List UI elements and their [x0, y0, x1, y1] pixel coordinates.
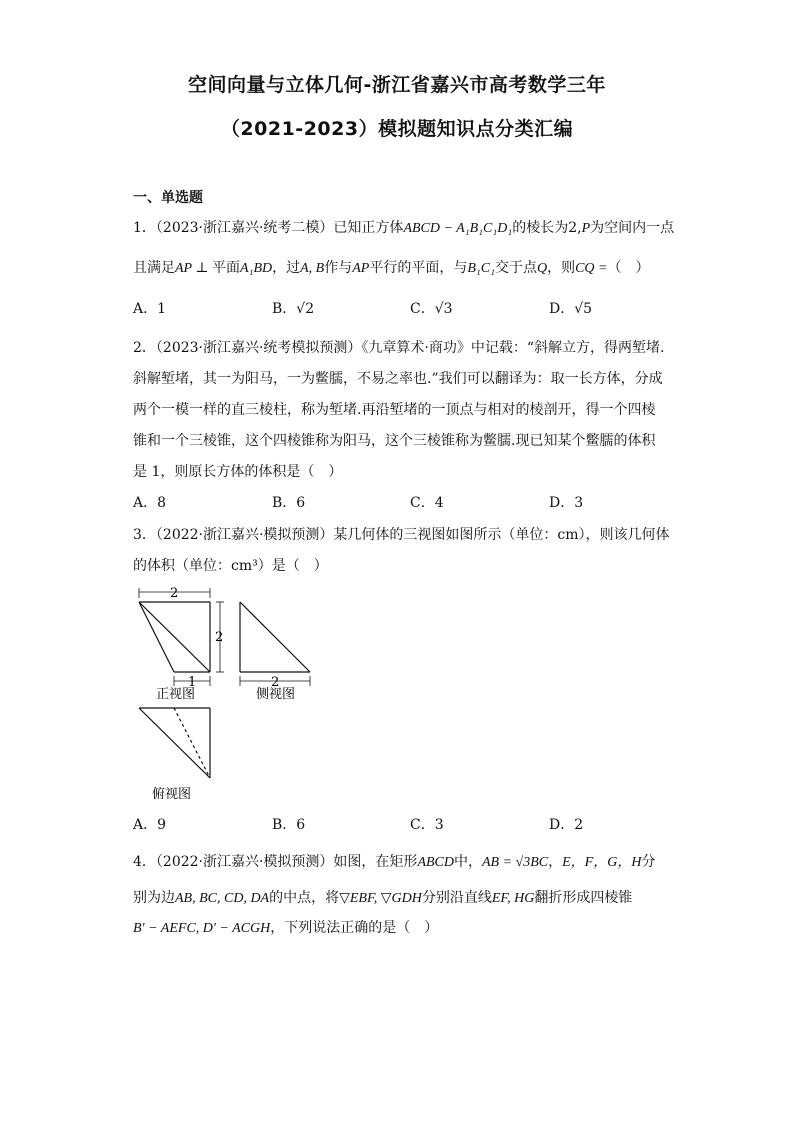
q2-line-1: 2．（2023·浙江嘉兴·统考模拟预测）《九章算术·商功》中记载：“斜解立方，得两堑堵.	[133, 340, 665, 356]
q2-line-3: 两个一模一样的直三棱柱，称为堑堵.再沿堑堵的一顶点与相对的棱剖开，得一个四棱	[133, 402, 656, 418]
side-view	[240, 602, 310, 672]
q2-line-2: 斜解堑堵，其一为阳马，一为鳖臑，不易之率也.”我们可以翻译为：取一长方体，分成	[133, 371, 663, 387]
q1-line-1: 1．（2023·浙江嘉兴·统考二模）已知正方体ABCD − A₁B₁C₁D₁的棱长为2,P为空间内一点	[133, 220, 675, 236]
q4-line-3: B′ − AEFC, D′ − ACGH，下列说法正确的是（ ）	[133, 920, 439, 936]
q1-cube: ABCD − A₁B₁C₁D₁	[403, 221, 513, 236]
q3-option-d[interactable]: D．2	[549, 817, 584, 833]
q2-line-5: 是 1，则原长方体的体积是（ ）	[133, 464, 343, 480]
q2-line-4: 锥和一个三棱锥，这个四棱锥称为阳马，这个三棱锥称为鳖臑.现已知某个鳖臑的体积	[133, 433, 656, 449]
q3-line-1: 3．（2022·浙江嘉兴·模拟预测）某几何体的三视图如图所示（单位：cm），则该几何体	[133, 527, 670, 543]
q3-option-c[interactable]: C．3	[410, 817, 444, 833]
q3-option-a[interactable]: A．9	[133, 817, 167, 833]
q3-option-b[interactable]: B．6	[272, 817, 306, 833]
front-view	[139, 602, 210, 672]
side-view-label: 侧视图	[256, 687, 296, 702]
three-view-figure	[130, 584, 330, 809]
q1-option-a[interactable]: A．1	[133, 301, 167, 317]
top-view	[139, 708, 210, 778]
dim-bottom-label: 1	[188, 675, 197, 690]
dim-right-label: 2	[215, 630, 224, 645]
q2-option-a[interactable]: A．8	[133, 495, 167, 511]
dim-side-label: 2	[271, 675, 280, 690]
q4-line-1: 4．（2022·浙江嘉兴·模拟预测）如图，在矩形ABCD中，AB = √3BC，E，F，G，H分	[133, 854, 656, 870]
q1-option-d[interactable]: D．√5	[549, 301, 593, 317]
q3-line-2: 的体积（单位：cm³）是（ ）	[133, 558, 328, 574]
q1-line-2: 且满足AP ⊥ 平面A₁BD，过A, B作与AP平行的平面，与B₁C₁交于点Q，则CQ =（ ）	[133, 260, 650, 276]
q1-option-b[interactable]: B．√2	[272, 301, 315, 317]
section-heading: 一、单选题	[133, 190, 203, 206]
q1-option-c[interactable]: C．√3	[410, 301, 453, 317]
q4-line-2: 别为边AB, BC, CD, DA的中点，将▽EBF, ▽GDH分别沿直线EF, HG翻折形成四棱锥	[133, 890, 633, 906]
title-line-1: 空间向量与立体几何-浙江省嘉兴市高考数学三年	[188, 74, 606, 96]
q2-option-c[interactable]: C．4	[410, 495, 444, 511]
front-view-label: 正视图	[156, 687, 196, 702]
dim-top-label: 2	[170, 586, 179, 601]
top-view-label: 俯视图	[152, 787, 192, 802]
q2-option-d[interactable]: D．3	[549, 495, 584, 511]
q2-option-b[interactable]: B．6	[272, 495, 306, 511]
title-line-2: （2021-2023）模拟题知识点分类汇编	[220, 118, 574, 140]
